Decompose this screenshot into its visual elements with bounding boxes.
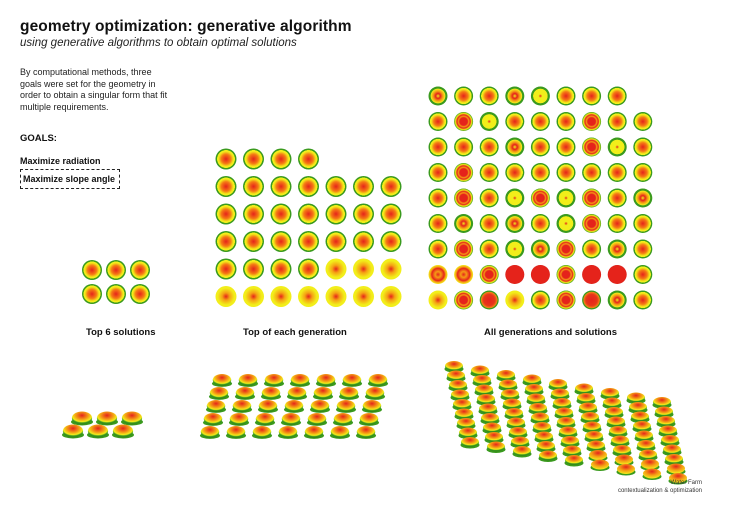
all-dome [583,422,601,432]
generation-dome [334,413,352,425]
generation-disc [271,176,292,197]
all-dome [629,402,647,412]
all-solutions-disc [531,87,550,106]
all-dome [457,418,475,428]
all-solutions-disc [531,138,550,157]
all-solutions-disc [633,240,652,259]
all-solutions-disc [633,189,652,208]
all-solutions-disc [557,87,576,106]
generation-disc [243,149,264,170]
caption-top-6-solutions: Top 6 solutions [86,327,156,338]
all-dome [577,393,595,403]
generation-dome [236,387,254,399]
generation-dome [239,374,257,386]
all-dome [563,446,581,456]
generation-disc [298,231,319,252]
all-solutions-disc [531,189,550,208]
top6-dome [72,412,92,425]
all-dome [631,412,649,422]
all-solutions-disc [505,87,524,106]
all-dome [667,464,685,474]
all-solutions-disc [429,87,448,106]
all-dome [485,432,503,442]
generation-disc [271,259,292,280]
generation-disc [381,204,402,225]
generation-disc [298,286,319,307]
all-solutions-disc [633,163,652,182]
all-solutions-disc [454,214,473,233]
generation-disc [216,176,237,197]
all-solutions-disc [480,265,499,284]
all-dome [565,455,583,465]
generation-dome [331,426,349,438]
generation-disc [353,176,374,197]
all-solutions-disc [582,87,601,106]
all-dome [605,407,623,417]
generation-dome [204,413,222,425]
all-solutions-disc [429,138,448,157]
all-solutions-disc [480,291,499,310]
all-dome [471,366,489,376]
generation-dome [256,413,274,425]
all-solutions-disc [454,163,473,182]
generation-disc [271,286,292,307]
top6-dome [97,412,117,425]
all-dome [663,445,681,455]
all-dome [615,455,633,465]
generation-disc [216,149,237,170]
generation-disc [243,231,264,252]
generation-disc [353,204,374,225]
all-dome [449,380,467,390]
all-solutions-disc [480,138,499,157]
all-dome [603,398,621,408]
all-solutions-disc [429,189,448,208]
generation-disc [243,204,264,225]
generation-disc [381,286,402,307]
all-dome [633,421,651,431]
all-dome [451,390,469,400]
all-solutions-disc [480,214,499,233]
generation-dome [314,387,332,399]
all-solutions-disc [582,112,601,131]
all-solutions-disc [557,138,576,157]
all-solutions-disc [531,163,550,182]
all-solutions-disc [454,291,473,310]
all-solutions-disc [557,240,576,259]
footer-project-name: Water Farm [670,480,702,486]
all-dome [531,413,549,423]
generation-disc [326,204,347,225]
generation-dome [308,413,326,425]
generation-disc [298,259,319,280]
all-solutions-disc [505,265,524,284]
all-dome [561,436,579,446]
all-solutions-disc [454,138,473,157]
all-solutions-disc [454,189,473,208]
all-solutions-disc [557,189,576,208]
all-solutions-disc [454,240,473,259]
all-dome [501,389,519,399]
all-solutions-disc [454,265,473,284]
all-solutions-disc [480,189,499,208]
generation-dome [201,426,219,438]
generation-disc [243,286,264,307]
generation-dome [366,387,384,399]
all-dome [627,393,645,403]
all-dome [479,404,497,414]
generation-disc [326,231,347,252]
generation-dome [340,387,358,399]
all-dome [635,431,653,441]
footer-credit [618,479,702,495]
generation-disc [298,176,319,197]
all-dome [505,408,523,418]
all-dome [587,441,605,451]
all-solutions-disc [582,265,601,284]
generation-dome [233,400,251,412]
top6-dome [113,425,133,438]
all-dome [487,442,505,452]
generation-disc [298,149,319,170]
generation-disc [216,259,237,280]
all-solutions-disc [608,163,627,182]
generation-disc [381,176,402,197]
all-dome [481,413,499,423]
generation-disc [381,231,402,252]
goal-maximize-radiation: Maximize radiation [20,156,101,166]
all-solutions-disc [557,214,576,233]
all-dome [549,379,567,389]
all-dome [617,464,635,474]
generation-dome [230,413,248,425]
all-solutions-disc [480,163,499,182]
generation-disc [326,176,347,197]
all-dome [657,416,675,426]
all-solutions-disc [531,265,550,284]
generation-dome [357,426,375,438]
generation-dome [363,400,381,412]
all-dome [589,450,607,460]
generation-dome [285,400,303,412]
page-title: geometry optimization: generative algorithm [20,18,352,35]
all-dome [447,371,465,381]
all-dome [497,370,515,380]
all-dome [477,394,495,404]
all-dome [591,460,609,470]
generation-disc [271,204,292,225]
generation-dome [305,426,323,438]
all-dome [511,437,529,447]
all-solutions-disc [429,265,448,284]
all-dome [665,454,683,464]
all-solutions-disc [480,240,499,259]
all-solutions-disc [505,163,524,182]
generation-disc [353,286,374,307]
generation-disc [353,231,374,252]
top6-solution-disc [82,260,102,280]
generation-dome [265,374,283,386]
all-dome [639,450,657,460]
generation-dome [282,413,300,425]
all-dome [609,426,627,436]
all-solutions-disc [429,291,448,310]
all-dome [555,408,573,418]
all-solutions-disc [633,214,652,233]
generation-disc [243,259,264,280]
generation-dome [311,400,329,412]
all-dome [513,446,531,456]
all-solutions-disc [557,112,576,131]
all-solutions-disc [633,265,652,284]
generation-dome [207,400,225,412]
all-solutions-disc [531,214,550,233]
generation-disc [216,286,237,307]
all-solutions-disc [454,87,473,106]
all-dome [529,403,547,413]
top6-solution-disc [106,284,126,304]
all-dome [537,441,555,451]
generation-dome [227,426,245,438]
footer-project-stage: contextualization & optimization [617,488,702,494]
all-solutions-disc [633,138,652,157]
all-dome [637,440,655,450]
generation-dome [259,400,277,412]
all-dome [579,403,597,413]
all-solutions-disc [531,291,550,310]
generation-disc [271,231,292,252]
generation-disc [271,149,292,170]
generation-disc [298,204,319,225]
all-dome [611,436,629,446]
goals-heading: GOALS: [20,133,57,144]
all-dome [445,361,463,371]
all-solutions-disc [608,214,627,233]
top6-solution-disc [106,260,126,280]
generation-dome [360,413,378,425]
all-dome [659,426,677,436]
all-solutions-disc [505,138,524,157]
all-solutions-disc [531,240,550,259]
all-solutions-disc [557,163,576,182]
all-dome [581,412,599,422]
all-solutions-disc [582,240,601,259]
all-solutions-disc [582,291,601,310]
all-dome [525,384,543,394]
all-solutions-disc [633,291,652,310]
all-dome [453,399,471,409]
top6-solution-disc [130,260,150,280]
all-dome [503,399,521,409]
all-solutions-disc [505,112,524,131]
all-dome [483,423,501,433]
generation-dome [262,387,280,399]
generation-dome [288,387,306,399]
all-dome [539,451,557,461]
all-dome [557,417,575,427]
all-solutions-disc [429,214,448,233]
all-solutions-disc [557,291,576,310]
caption-all-generations: All generations and solutions [484,327,618,338]
all-dome [535,432,553,442]
all-solutions-disc [429,240,448,259]
all-dome [527,394,545,404]
generation-dome [337,400,355,412]
page-subtitle: using generative algorithms to obtain optimal solutions [20,37,297,49]
all-solutions-disc [454,112,473,131]
all-dome [643,469,661,479]
all-solutions-disc [582,163,601,182]
generation-disc [326,259,347,280]
generation-dome [213,374,231,386]
all-dome [661,435,679,445]
all-dome [551,389,569,399]
caption-top-of-each-generation: Top of each generation [243,327,347,338]
all-dome [455,409,473,419]
all-solutions-disc [608,265,627,284]
all-solutions-disc [557,265,576,284]
all-dome [533,422,551,432]
generation-dome [253,426,271,438]
all-solutions-disc [531,112,550,131]
all-dome [509,427,527,437]
all-solutions-disc [582,189,601,208]
all-solutions-disc [429,163,448,182]
all-solutions-disc [505,214,524,233]
generation-disc [243,176,264,197]
all-dome [507,418,525,428]
generation-disc [216,231,237,252]
generation-disc [353,259,374,280]
all-dome [553,398,571,408]
all-solutions-disc [480,87,499,106]
all-dome [641,459,659,469]
all-dome [475,385,493,395]
all-dome [459,428,477,438]
generation-dome [279,426,297,438]
all-dome [499,380,517,390]
all-solutions-disc [608,291,627,310]
all-solutions-disc [633,112,652,131]
all-solutions-disc [429,112,448,131]
all-solutions-disc [608,87,627,106]
generation-dome [369,374,387,386]
all-dome [607,417,625,427]
all-dome [473,375,491,385]
all-solutions-disc [505,240,524,259]
all-dome [523,375,541,385]
all-solutions-disc [608,112,627,131]
all-dome [559,427,577,437]
top6-dome [63,425,83,438]
goal-maximize-slope-angle-label: Maximize slope angle [23,174,116,184]
generation-disc [381,259,402,280]
all-solutions-disc [582,138,601,157]
all-dome [585,431,603,441]
all-dome [613,445,631,455]
top6-dome [88,425,108,438]
all-solutions-disc [480,112,499,131]
all-dome [653,397,671,407]
all-dome [575,384,593,394]
generation-dome [343,374,361,386]
all-solutions-disc [582,214,601,233]
top6-dome [122,412,142,425]
top6-solution-disc [130,284,150,304]
generation-dome [291,374,309,386]
all-solutions-disc [608,189,627,208]
generation-disc [216,204,237,225]
all-solutions-disc [505,189,524,208]
all-solutions-disc [505,291,524,310]
top6-solution-disc [82,284,102,304]
generation-dome [210,387,228,399]
generation-disc [326,286,347,307]
all-dome [601,388,619,398]
generation-dome [317,374,335,386]
all-dome [461,437,479,447]
intro-text: By computational methods, three goals were set for the geometry in order to obtain a singular form that fit multiple requirements. [20,67,168,112]
all-dome [655,407,673,417]
all-solutions-disc [608,138,627,157]
all-solutions-disc [608,240,627,259]
